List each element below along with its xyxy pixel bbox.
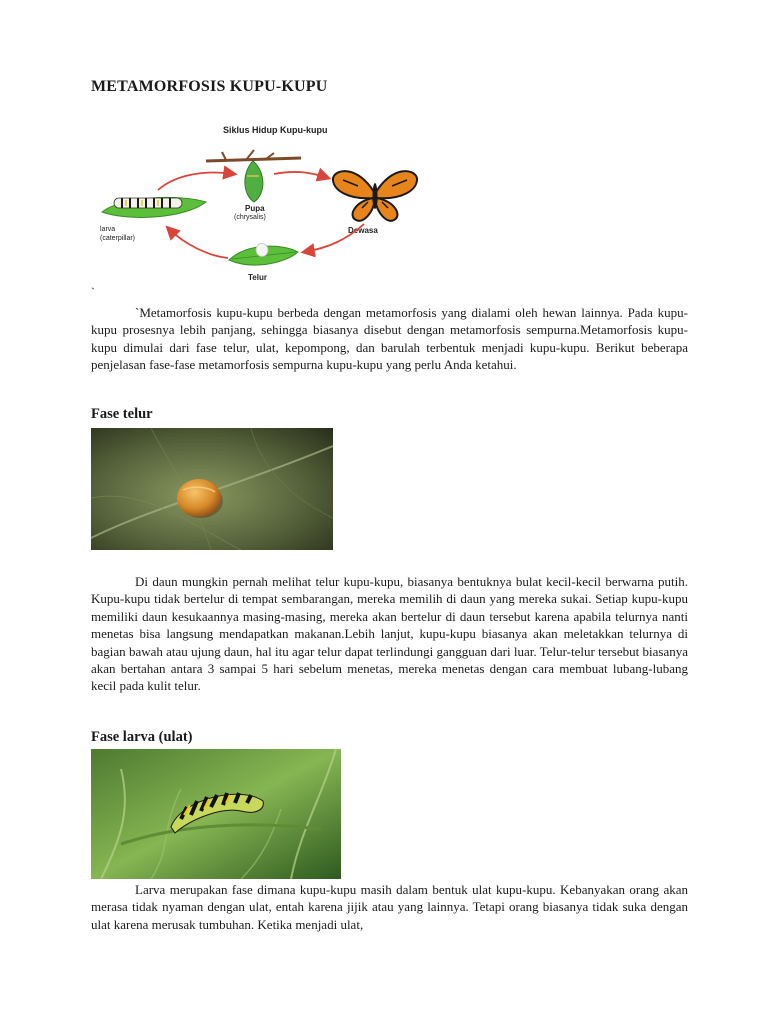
egg-label: Telur [248,273,267,282]
stray-mark: ` [91,285,95,299]
pupa-sub-label: (chrysalis) [234,214,266,221]
adult-label: Dewasa [348,226,378,235]
larva-sub-label: (caterpillar) [100,235,136,242]
caterpillar-photo [91,749,341,879]
life-cycle-diagram [96,120,436,285]
section-heading-egg: Fase telur [91,406,153,422]
egg-photo [91,428,333,550]
pupa-label: Pupa [245,204,265,213]
section-paragraph-larva: Larva merupakan fase dimana kupu-kupu masih dalam bentuk ulat kupu-kupu. Kebanyakan orang akan merasa tidak nyaman dengan ulat, entah karena jijik atau yang lainnya. Tetapi orang biasanya tidak suka dengan ulat karena merusak tumbuhan. Ketika menjadi ulat, [91,882,688,932]
section-paragraph-egg: Di daun mungkin pernah melihat telur kupu-kupu, biasanya bentuknya bulat kecil-kecil berwarna putih. Kupu-kupu tidak bertelur di tempat sembarangan, mereka memilih di daun yang mereka sukai. Setiap kupu-kupu memiliki daun kesukaannya masing-masing, mereka akan bertelur di daun tersebut karena apabila telurnya nanti menetas bisa langsung mendapatkan makanan.Lebih lanjut, kupu-kupu biasanya akan meletakkan telurnya di bagian bawah atau ujung daun, hal itu agar telur dapat terlindungi gangguan dari luar. Telur-telur tersebut biasanya akan bertahan antara 3 sampai 5 hari sebelum menetas, mereka menetas dengan cara membuat lubang-lubang kecil pada kulit telur. [91,574,688,694]
egg-shape [177,479,221,517]
larva-label: larva [100,226,116,233]
section-heading-larva: Fase larva (ulat) [91,729,193,745]
page-title: METAMORFOSIS KUPU-KUPU [91,78,328,95]
diagram-title: Siklus Hidup Kupu-kupu [223,125,328,135]
intro-paragraph: `Metamorfosis kupu-kupu berbeda dengan metamorfosis yang dialami oleh hewan lainnya. Pada kupu-kupu prosesnya lebih panjang, sehingga biasanya disebut dengan metamorfosis sempurna.Metamorfosis kupu-kupu dimulai dari fase telur, ulat, kepompong, dan barulah terbentuk menjadi kupu-kupu. Berikut beberapa penjelasan fase-fase metamorfosis sempurna kupu-kupu yang perlu Anda ketahui. [91,305,688,373]
